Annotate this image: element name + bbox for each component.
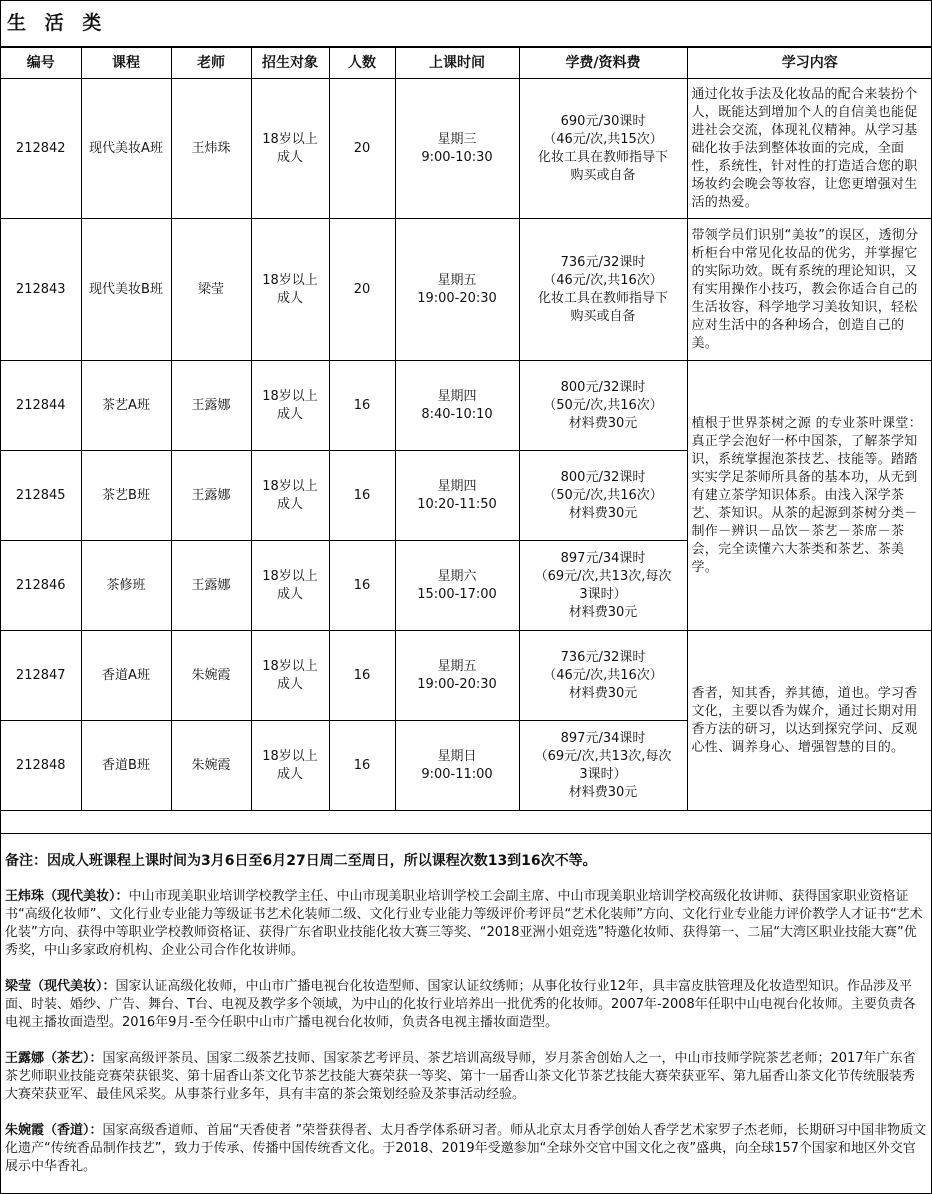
header-count: 人数 [329, 48, 395, 79]
target-cell [251, 361, 329, 451]
time-cell [395, 79, 519, 219]
fee-cell [519, 361, 687, 451]
fee-line: 材料费30元 [568, 784, 638, 800]
fee-cell [519, 451, 687, 541]
time-cell [395, 541, 519, 631]
bio-name: 王露娜（茶艺）： [5, 1051, 103, 1066]
target-line: 成人 [276, 290, 303, 306]
content-cell: 带领学员们识别“美妆”的误区，透彻分析柜台中常见化妆品的优劣，并掌握它的实际功效。既有系统的理论知识，又有实用操作小技巧，教会你适合自己的生活妆容，科学地学习美妆知识，轻松应对生活中的各种场合，创造自己的美。 [687, 219, 932, 361]
course-name-cell: 现代美妆B班 [81, 219, 171, 361]
course-name-cell: 香道B班 [81, 721, 171, 811]
course-code-cell: 212844 [1, 361, 81, 451]
fee-line: 购买或自备 [570, 308, 636, 324]
target-cell [251, 631, 329, 721]
course-name-cell: 茶修班 [81, 541, 171, 631]
fee-cell [519, 219, 687, 361]
course-name-cell: 茶艺B班 [81, 451, 171, 541]
time-cell [395, 451, 519, 541]
fee-line: 化妆工具在教师指导下 [537, 149, 668, 165]
time-line: 9:00-11:00 [421, 766, 493, 782]
header-target: 招生对象 [251, 48, 329, 79]
teacher-cell: 梁莹 [171, 219, 251, 361]
bio-text: 国家高级香道师、首届“天香使者 ”荣誉获得者、太月香学体系研习者。师从北京太月香学创始人香学艺术家罗子杰老师，长期研习中国非物质文化遗产“传统香品制作技艺”，致力于传承、传播中国传统香文化。于2018、2019年受邀参加“全球外交官中国文化之夜”盛典，向全球157个国家和地区外交官展示中华香礼。 [5, 1123, 927, 1174]
course-code-cell: 212846 [1, 541, 81, 631]
time-cell [395, 219, 519, 361]
table-row [1, 631, 932, 721]
header-course: 课程 [81, 48, 171, 79]
time-cell [395, 721, 519, 811]
target-line: 成人 [276, 676, 303, 692]
table-row [1, 361, 932, 451]
bio-text: 中山市现美职业培训学校教学主任、中山市现美职业培训学校工会副主席、中山市现美职业培训学校高级化妆讲师、获得国家职业资格证书“高级化妆师”、文化行业专业能力等级证书艺术化装师二级、文化行业专业能力等级评价考评员“艺术化装师”方向、文化行业专业能力评价教学人才证书“艺术化装”方向、获得中等职业学校教师资格证、获得广东省职业技能化妆大赛三等奖、“2018亚洲小姐竞选”特邀化妆师、获得第一、二届“大湾区职业技能大赛”优秀奖，中山多家政府机构、企业公司合作化妆讲师。 [5, 889, 923, 958]
time-cell [395, 361, 519, 451]
content-cell: 通过化妆手法及化妆品的配合来装扮个人，既能达到增加个人的自信美也能促进社会交流，体现礼仪精神。从学习基础化妆手法到整体妆面的完成，全面性，系统性，针对性的打造适合您的职场妆约会晚会等妆容，让您更增强对生活的热爱。 [687, 79, 932, 219]
table-row [1, 219, 932, 361]
content-cell: 植根于世界茶树之源 的专业茶叶课堂：真正学会泡好一杯中国茶，了解茶学知识，系统掌握泡茶技艺、技能等。踏踏实实学足茶师所具备的基本功，从无到有建立茶学知识体系。由浅入深学茶艺、茶知识。从茶的起源到茶树分类－制作－辨识－品饮－茶艺－茶席－茶会，完全读懂六大茶类和茶艺、茶美学。 [687, 361, 932, 631]
fee-line: 3课时） [579, 766, 627, 782]
fee-line: 897元/34课时 [560, 550, 646, 566]
teacher-cell: 朱婉霞 [171, 631, 251, 721]
fee-line: 材料费30元 [568, 604, 638, 620]
header-teacher: 老师 [171, 48, 251, 79]
fee-cell [519, 541, 687, 631]
target-line: 成人 [276, 766, 303, 782]
count-cell: 16 [329, 721, 395, 811]
target-cell [251, 219, 329, 361]
bio-text: 国家高级评茶员、国家二级茶艺技师、国家茶艺考评员、茶艺培训高级导师，岁月茶舍创始人之一，中山市技师学院茶艺老师；2017年广东省茶艺师职业技能竞赛荣获银奖、第十届香山茶文化节茶艺技能大赛荣获一等奖、第十一届香山茶文化节茶艺技能大赛荣获亚军、第九届香山茶文化节传统服装秀大赛荣获亚军、最佳风采奖。从事茶行业多年，具有丰富的茶会策划经验及茶事活动经验。 [5, 1051, 916, 1102]
fee-line: （46元/次,共15次） [543, 131, 663, 147]
category-title: 生 活 类 [1, 1, 931, 47]
count-cell: 16 [329, 541, 395, 631]
target-cell [251, 721, 329, 811]
target-line: 成人 [276, 586, 303, 602]
target-line: 18岁以上 [262, 748, 318, 764]
time-line: 15:00-17:00 [417, 586, 497, 602]
count-cell: 20 [329, 219, 395, 361]
time-line: 8:40-10:10 [421, 406, 493, 422]
fee-line: 736元/32课时 [560, 649, 646, 665]
course-name-cell: 茶艺A班 [81, 361, 171, 451]
content-cell: 香者，知其香，养其德，道也。学习香文化，主要以香为媒介，通过长期对用香方法的研习，以达到探究学问、反观心性、调养身心、增强智慧的目的。 [687, 631, 932, 811]
fee-line: 3课时） [579, 586, 627, 602]
target-line: 18岁以上 [262, 658, 318, 674]
header-time: 上课时间 [395, 48, 519, 79]
target-line: 18岁以上 [262, 568, 318, 584]
table-row [1, 79, 932, 219]
count-cell: 20 [329, 79, 395, 219]
fee-line: 材料费30元 [568, 415, 638, 431]
time-line: 星期四 [437, 478, 477, 494]
time-line: 9:00-10:30 [421, 149, 493, 165]
target-line: 成人 [276, 406, 303, 422]
count-cell: 16 [329, 451, 395, 541]
fee-line: （46元/次,共16次） [543, 272, 663, 288]
target-line: 成人 [276, 496, 303, 512]
table-spacer-row [1, 811, 932, 834]
fee-cell [519, 631, 687, 721]
time-line: 星期三 [437, 131, 477, 147]
target-cell [251, 451, 329, 541]
time-line: 19:00-20:30 [417, 290, 497, 306]
fee-line: （50元/次,共16次） [543, 487, 663, 503]
table-header-row [1, 48, 932, 79]
time-line: 星期五 [437, 658, 477, 674]
course-code-cell: 212843 [1, 219, 81, 361]
teacher-cell: 王露娜 [171, 541, 251, 631]
teacher-bio [5, 1122, 927, 1176]
bio-name: 王炜珠（现代美妆）： [5, 889, 129, 904]
fee-cell [519, 79, 687, 219]
target-line: 18岁以上 [262, 478, 318, 494]
bio-text: 国家认证高级化妆师，中山市广播电视台化妆造型师、国家认证纹绣师；从事化妆行业12年，具丰富皮肤管理及化妆造型知识。作品涉及平面、时装、婚纱、广告、舞台、T台、电视及教学多个领域，为中山的化妆行业培养出一批优秀的化妆师。2007年-2008年任职中山电视台化妆师。主要负责各电视主播妆面造型。2016年9月-至今任职中山市广播电视台化妆师，负责各电视主播妆面造型。 [5, 979, 916, 1030]
fee-line: 材料费30元 [568, 685, 638, 701]
target-line: 18岁以上 [262, 388, 318, 404]
count-cell: 16 [329, 631, 395, 721]
time-cell [395, 631, 519, 721]
header-fee: 学费/资料费 [519, 48, 687, 79]
fee-line: 800元/32课时 [560, 469, 646, 485]
course-code-cell: 212848 [1, 721, 81, 811]
fee-cell [519, 721, 687, 811]
course-code-cell: 212845 [1, 451, 81, 541]
notes-section [1, 852, 931, 1176]
teacher-bio [5, 888, 927, 960]
bio-name: 朱婉霞（香道）： [5, 1123, 103, 1138]
target-cell [251, 79, 329, 219]
teacher-bio [5, 1050, 927, 1104]
fee-line: （46元/次,共16次） [543, 667, 663, 683]
time-line: 星期四 [437, 388, 477, 404]
course-code-cell: 212842 [1, 79, 81, 219]
teacher-bio [5, 978, 927, 1032]
fee-line: 化妆工具在教师指导下 [537, 290, 668, 306]
course-name-cell: 现代美妆A班 [81, 79, 171, 219]
teacher-cell: 朱婉霞 [171, 721, 251, 811]
teacher-cell: 王炜珠 [171, 79, 251, 219]
remark-note: 备注：因成人班课程上课时间为3月6日至6月27日周二至周日，所以课程次数13到16次不等。 [5, 853, 597, 869]
time-line: 10:20-11:50 [417, 496, 497, 512]
time-line: 星期日 [437, 748, 477, 764]
bio-name: 梁莹（现代美妆）： [5, 979, 116, 994]
fee-line: 购买或自备 [570, 167, 636, 183]
teacher-cell: 王露娜 [171, 451, 251, 541]
time-line: 19:00-20:30 [417, 676, 497, 692]
course-name-cell: 香道A班 [81, 631, 171, 721]
fee-line: （50元/次,共16次） [543, 397, 663, 413]
fee-line: 897元/34课时 [560, 730, 646, 746]
teacher-cell: 王露娜 [171, 361, 251, 451]
header-code: 编号 [1, 48, 81, 79]
header-content: 学习内容 [687, 48, 932, 79]
target-line: 18岁以上 [262, 272, 318, 288]
target-line: 成人 [276, 149, 303, 165]
fee-line: （69元/次,共13次,每次 [534, 748, 672, 764]
fee-line: 690元/30课时 [560, 113, 646, 129]
schedule-table [1, 47, 932, 834]
fee-line: 736元/32课时 [560, 254, 646, 270]
course-code-cell: 212847 [1, 631, 81, 721]
fee-line: （69元/次,共13次,每次 [534, 568, 672, 584]
time-line: 星期五 [437, 272, 477, 288]
fee-line: 材料费30元 [568, 505, 638, 521]
count-cell: 16 [329, 361, 395, 451]
target-cell [251, 541, 329, 631]
time-line: 星期六 [437, 568, 477, 584]
fee-line: 800元/32课时 [560, 379, 646, 395]
target-line: 18岁以上 [262, 131, 318, 147]
